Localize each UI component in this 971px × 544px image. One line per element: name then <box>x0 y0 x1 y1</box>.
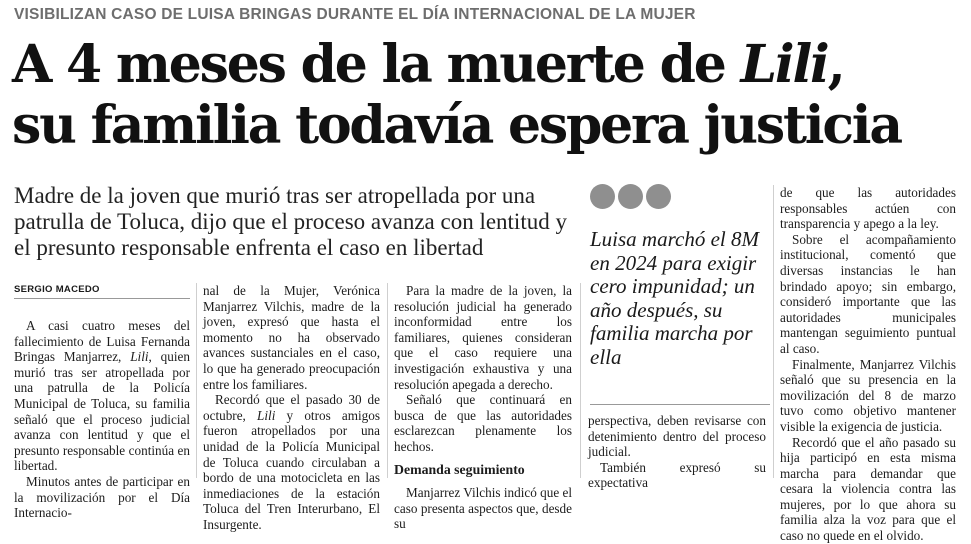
col2-p2-text-a: Recordó que el pasado 30 de octubre, <box>203 392 380 423</box>
headline-name: Lili <box>740 34 828 95</box>
col4-paragraph-1: perspectiva, deben revisarse con detenimiento dentro del proceso judicial. <box>588 413 766 460</box>
column-divider-1 <box>196 283 197 478</box>
col2-paragraph-2 <box>203 392 380 532</box>
col1-paragraph-1 <box>14 318 190 474</box>
headline-comma: , <box>827 34 844 95</box>
kicker: VISIBILIZAN CASO DE LUISA BRINGAS DURANTE EL DÍA INTERNACIONAL DE LA MUJER <box>14 6 696 23</box>
headline <box>12 34 967 156</box>
col5-paragraph-3: Finalmente, Manjarrez Vilchis señaló que su presencia en la movilización del 8 de marzo tuvo como objetivo mantener visible la exigencia de justicia. <box>780 356 956 434</box>
pullquote-dots-icon <box>590 184 671 209</box>
byline: SERGIO MACEDO <box>14 284 190 299</box>
column-divider-2 <box>387 283 388 478</box>
col5-paragraph-1: de que las autoridades responsables actúen con transparencia y apego a la ley. <box>780 185 956 232</box>
col3-paragraph-3: Manjarrez Vilchis indicó que el caso presenta aspectos que, desde su <box>394 485 572 532</box>
article-column-5 <box>780 185 956 544</box>
col1-p1-name: Lili <box>130 349 149 365</box>
article-column-3 <box>394 283 572 532</box>
column-divider-4 <box>773 185 774 478</box>
col1-paragraph-2: Minutos antes de participar en la movilización por el Día Internacio- <box>14 473 190 521</box>
col3-paragraph-1: Para la madre de la joven, la resolución judicial ha generado inconformidad entre los familiares, quienes consideran que el caso requiere una investigación exhaustiva y una resolución apegada a derecho. <box>394 283 572 392</box>
article-column-4 <box>588 413 766 491</box>
pullquote-rule <box>590 404 770 405</box>
dot-icon <box>618 184 643 209</box>
col2-paragraph-1: nal de la Mujer, Verónica Manjarrez Vilchis, madre de la joven, expresó que hasta el momento no ha observado avances sustanciales en el caso, lo que ha generado preocupación entre los familiares. <box>203 283 380 392</box>
pullquote: Luisa marchó el 8M en 2024 para exigir cero impunidad; un año después, su familia marcha por ella <box>590 227 759 369</box>
col4-paragraph-2: También expresó su expectativa <box>588 459 766 491</box>
subhead-demanda: Demanda seguimiento <box>394 461 525 477</box>
col1-p1-text-a: A casi cuatro meses del fallecimiento de Luisa Fernanda Bringas Manjarrez, <box>14 318 190 365</box>
dot-icon <box>646 184 671 209</box>
col1-p1-text-b: , quien murió tras ser atropellada por una patrulla de la Policía Municipal de Toluca, su familia señaló que el proceso judicial avanza con lentitud y que el presunto responsable continúa en libertad. <box>14 349 190 474</box>
headline-line-1 <box>12 34 967 95</box>
col5-paragraph-2: Sobre el acompañamiento institucional, comentó que diversas instancias le han brindado apoyo; sin embargo, consideró importante que las autoridades municipales mantengan seguimiento puntual al caso. <box>780 231 956 356</box>
article-column-2 <box>203 283 380 533</box>
col5-paragraph-4: Recordó que el año pasado su hija participó en esta misma marcha para demandar que cesara la violencia contra las mujeres, por lo que ahora su familia alza la voz para que el caso no quede en el olvido. <box>780 434 956 544</box>
headline-line-1-text: A 4 meses de la muerte de <box>12 34 741 95</box>
col2-p2-name: Lili <box>257 407 276 423</box>
dot-icon <box>590 184 615 209</box>
article-column-1 <box>14 318 190 521</box>
col2-p2-text-b: y otros amigos fueron atropellados por una unidad de la Policía Municipal de Toluca cuando circulaban a bordo de una motocicleta en las inmediaciones de la estación Toluca del Tren Interurbano, El Insurgente. <box>203 407 380 532</box>
col3-paragraph-2: Señaló que continuará en busca de que las autoridades esclarezcan plenamente los hechos. <box>394 392 572 454</box>
column-divider-3 <box>580 283 581 478</box>
headline-line-2: su familia todavía espera justicia <box>12 95 901 156</box>
deck-subtitle: Madre de la joven que murió tras ser atropellada por una patrulla de Toluca, dijo que el proceso avanza con lentitud y el presunto responsable enfrenta el caso en libertad <box>14 183 567 260</box>
